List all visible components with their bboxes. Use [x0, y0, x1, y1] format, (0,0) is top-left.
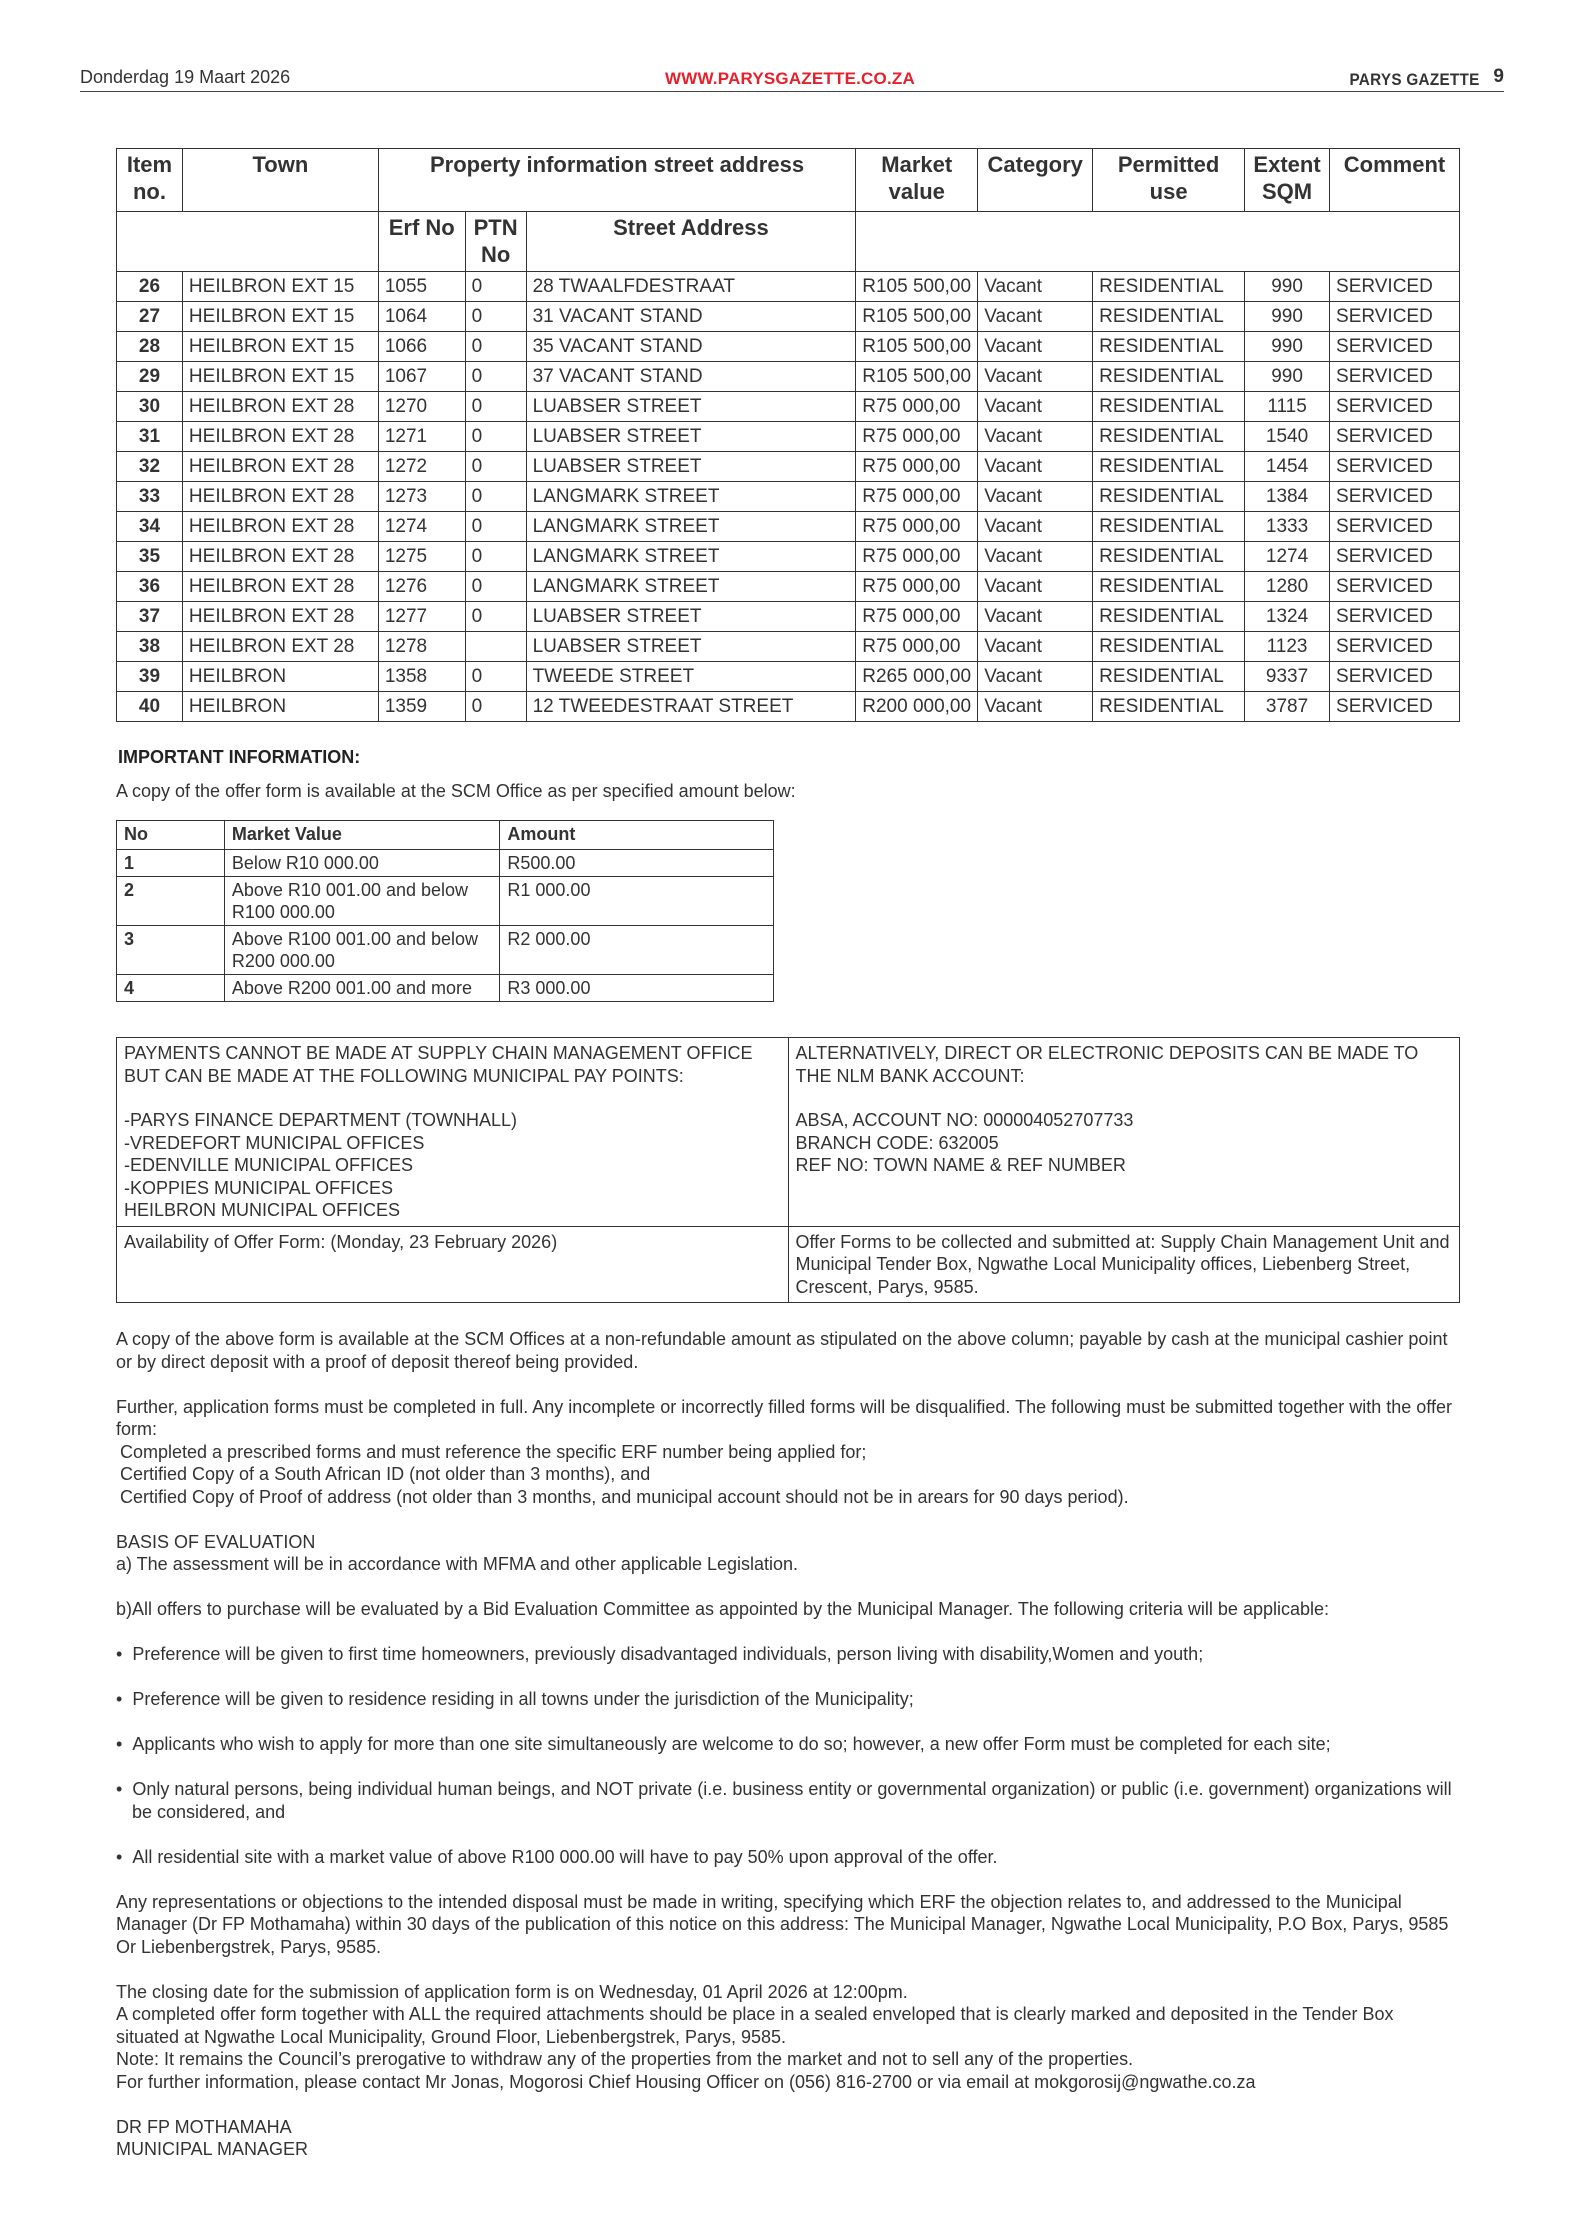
table-row	[117, 302, 1460, 332]
offer-form-copy-line: A copy of the offer form is available at the SCM Office as per specified amount below:	[116, 781, 796, 801]
fee-cell-no: 1	[117, 850, 225, 877]
cell-category: Vacant	[978, 452, 1093, 482]
bank-details	[796, 1109, 1453, 1177]
cell-extent: 1115	[1245, 392, 1330, 422]
cell-comment: SERVICED	[1330, 482, 1460, 512]
bank-account-intro: ALTERNATIVELY, DIRECT OR ELECTRONIC DEPOSITS CAN BE MADE TO THE NLM BANK ACCOUNT:	[795, 1043, 1419, 1086]
cell-comment: SERVICED	[1330, 362, 1460, 392]
cell-town: HEILBRON	[182, 692, 378, 722]
table-row	[117, 692, 1460, 722]
cell-market-value: R200 000,00	[856, 692, 978, 722]
criteria-text: Applicants who wish to apply for more than one site simultaneously are welcome to do so; however, a new offer Form must be completed for each site;	[132, 1734, 1331, 1754]
cell-permitted-use: RESIDENTIAL	[1093, 512, 1245, 542]
cell-permitted-use: RESIDENTIAL	[1093, 542, 1245, 572]
subhead-blank	[117, 212, 379, 272]
criteria-text: Preference will be given to first time homeowners, previously disadvantaged individuals, person living with disability,Women and youth;	[132, 1644, 1204, 1664]
cell-permitted-use: RESIDENTIAL	[1093, 572, 1245, 602]
cell-market-value: R75 000,00	[856, 422, 978, 452]
cell-comment: SERVICED	[1330, 272, 1460, 302]
cell-town: HEILBRON EXT 28	[182, 632, 378, 662]
cell-ptn-no: 0	[465, 272, 526, 302]
cell-permitted-use: RESIDENTIAL	[1093, 452, 1245, 482]
basis-b: b)All offers to purchase will be evaluated by a Bid Evaluation Committee as appointed by the Municipal Manager. The following criteria will be applicable:	[116, 1599, 1330, 1619]
criteria-list	[116, 1621, 1460, 1869]
col-category: Category	[978, 149, 1093, 212]
bullet-icon: •	[116, 1644, 133, 1664]
cell-market-value: R105 500,00	[856, 302, 978, 332]
cell-permitted-use: RESIDENTIAL	[1093, 302, 1245, 332]
cell-category: Vacant	[978, 572, 1093, 602]
subhead-blank-right	[856, 212, 1460, 272]
cell-category: Vacant	[978, 302, 1093, 332]
col-erf-no: Erf No	[378, 212, 465, 272]
payment-table	[116, 1037, 1460, 1303]
cell-item-no: 40	[117, 692, 183, 722]
paragraph-requirements: Further, application forms must be completed in full. Any incomplete or incorrectly filled forms will be disqualified. The following must be submitted together with the offer form:	[116, 1396, 1452, 1439]
cell-extent: 1454	[1245, 452, 1330, 482]
cell-permitted-use: RESIDENTIAL	[1093, 392, 1245, 422]
table-row	[117, 272, 1460, 302]
cell-comment: SERVICED	[1330, 392, 1460, 422]
requirement-item: Certified Copy of Proof of address (not older than 3 months, and municipal account should not be in arears for 90 days period).	[120, 1486, 1129, 1507]
important-heading: IMPORTANT INFORMATION:	[118, 747, 361, 767]
cell-extent: 990	[1245, 272, 1330, 302]
cell-town: HEILBRON EXT 15	[182, 362, 378, 392]
cell-market-value: R75 000,00	[856, 392, 978, 422]
notice-body	[116, 1328, 1460, 2161]
col-property-info: Property information street address	[378, 149, 855, 212]
cell-ptn-no: 0	[465, 602, 526, 632]
pay-point-item: -PARYS FINANCE DEPARTMENT (TOWNHALL)	[124, 1110, 518, 1130]
cell-extent: 9337	[1245, 662, 1330, 692]
cell-street-address: 37 VACANT STAND	[526, 362, 856, 392]
cell-erf-no: 1067	[378, 362, 465, 392]
table-row	[117, 512, 1460, 542]
paragraph-contact: For further information, please contact Mr Jonas, Mogorosi Chief Housing Officer on (056) 816-2700 or via email at mokgorosij@ngwathe.co.za	[116, 2071, 1256, 2092]
cell-ptn-no: 0	[465, 392, 526, 422]
bullet-icon: •	[116, 1779, 133, 1799]
cell-market-value: R75 000,00	[856, 632, 978, 662]
cell-comment: SERVICED	[1330, 452, 1460, 482]
cell-extent: 1333	[1245, 512, 1330, 542]
table-row	[117, 482, 1460, 512]
cell-erf-no: 1064	[378, 302, 465, 332]
cell-market-value: R75 000,00	[856, 602, 978, 632]
cell-street-address: LUABSER STREET	[526, 422, 856, 452]
fee-cell-amount: R2 000.00	[500, 926, 774, 975]
cell-item-no: 36	[117, 572, 183, 602]
criteria-text: Preference will be given to residence residing in all towns under the jurisdiction of the Municipality;	[132, 1689, 914, 1709]
bank-detail-line: ABSA, ACCOUNT NO: 000004052707733	[795, 1110, 1134, 1130]
fee-col-no: No	[117, 821, 225, 850]
cell-street-address: 12 TWEEDESTRAAT STREET	[526, 692, 856, 722]
cell-comment: SERVICED	[1330, 422, 1460, 452]
cell-ptn-no: 0	[465, 572, 526, 602]
cell-town: HEILBRON EXT 28	[182, 452, 378, 482]
masthead	[80, 62, 1504, 92]
cell-street-address: LUABSER STREET	[526, 632, 856, 662]
cell-town: HEILBRON EXT 28	[182, 422, 378, 452]
cell-permitted-use: RESIDENTIAL	[1093, 332, 1245, 362]
cell-category: Vacant	[978, 332, 1093, 362]
col-comment: Comment	[1330, 149, 1460, 212]
pay-point-item: -EDENVILLE MUNICIPAL OFFICES	[124, 1155, 414, 1175]
bank-detail-line: BRANCH CODE: 632005	[795, 1132, 999, 1153]
cell-category: Vacant	[978, 692, 1093, 722]
cell-street-address: 31 VACANT STAND	[526, 302, 856, 332]
signatory-name: DR FP MOTHAMAHA	[116, 2116, 292, 2137]
fee-cell-market-value: Above R200 001.00 and more	[224, 975, 500, 1002]
cell-street-address: LUABSER STREET	[526, 452, 856, 482]
criteria-item	[116, 1688, 1460, 1711]
cell-comment: SERVICED	[1330, 692, 1460, 722]
cell-extent: 1324	[1245, 602, 1330, 632]
col-permitted-use: Permitted use	[1093, 149, 1245, 212]
cell-item-no: 33	[117, 482, 183, 512]
cell-permitted-use: RESIDENTIAL	[1093, 632, 1245, 662]
table-row	[117, 422, 1460, 452]
cell-market-value: R75 000,00	[856, 542, 978, 572]
cell-category: Vacant	[978, 632, 1093, 662]
cell-category: Vacant	[978, 482, 1093, 512]
cell-comment: SERVICED	[1330, 512, 1460, 542]
cell-erf-no: 1275	[378, 542, 465, 572]
cell-extent: 1123	[1245, 632, 1330, 662]
fee-row	[117, 975, 774, 1002]
cell-street-address: LUABSER STREET	[526, 392, 856, 422]
cell-erf-no: 1273	[378, 482, 465, 512]
cell-extent: 1280	[1245, 572, 1330, 602]
cell-ptn-no: 0	[465, 452, 526, 482]
cell-comment: SERVICED	[1330, 662, 1460, 692]
fee-cell-no: 4	[117, 975, 225, 1002]
cell-town: HEILBRON EXT 28	[182, 572, 378, 602]
cell-permitted-use: RESIDENTIAL	[1093, 692, 1245, 722]
cell-erf-no: 1277	[378, 602, 465, 632]
cell-street-address: LANGMARK STREET	[526, 542, 856, 572]
cell-street-address: 35 VACANT STAND	[526, 332, 856, 362]
paragraph-closing-date: The closing date for the submission of application form is on Wednesday, 01 April 2026 at 12:00pm.	[116, 1981, 908, 2002]
cell-erf-no: 1278	[378, 632, 465, 662]
page-number: 9	[1493, 66, 1504, 87]
cell-ptn-no: 0	[465, 422, 526, 452]
availability-cell: Availability of Offer Form: (Monday, 23 February 2026)	[117, 1226, 789, 1303]
signatory-title: MUNICIPAL MANAGER	[116, 2139, 309, 2159]
cell-category: Vacant	[978, 272, 1093, 302]
cell-item-no: 29	[117, 362, 183, 392]
issue-date: Donderdag 19 Maart 2026	[80, 67, 291, 87]
cell-town: HEILBRON	[182, 662, 378, 692]
cell-market-value: R75 000,00	[856, 452, 978, 482]
cell-item-no: 37	[117, 602, 183, 632]
cell-item-no: 30	[117, 392, 183, 422]
cell-town: HEILBRON EXT 28	[182, 602, 378, 632]
paragraph-note: Note: It remains the Council’s prerogative to withdraw any of the properties from the market and not to sell any of the properties.	[116, 2049, 1134, 2069]
newspaper-name: PARYS GAZETTE	[1349, 70, 1480, 89]
cell-item-no: 28	[117, 332, 183, 362]
pay-points-list	[124, 1109, 781, 1222]
fee-cell-market-value: Above R10 001.00 and below R100 000.00	[224, 877, 500, 926]
cell-permitted-use: RESIDENTIAL	[1093, 272, 1245, 302]
requirements-list	[116, 1441, 1460, 1509]
fee-cell-market-value: Above R100 001.00 and below R200 000.00	[224, 926, 500, 975]
fee-col-amount: Amount	[500, 821, 774, 850]
pay-point-item: HEILBRON MUNICIPAL OFFICES	[124, 1200, 401, 1220]
cell-ptn-no: 0	[465, 362, 526, 392]
cell-item-no: 26	[117, 272, 183, 302]
cell-ptn-no	[465, 632, 526, 662]
cell-category: Vacant	[978, 392, 1093, 422]
table-row	[117, 452, 1460, 482]
criteria-item	[116, 1778, 1460, 1823]
website-link[interactable]: WWW.PARYSGAZETTE.CO.ZA	[665, 69, 915, 88]
paragraph-objections: Any representations or objections to the intended disposal must be made in writing, specifying which ERF the objection relates to, and addressed to the Municipal Manager (Dr FP Mothamaha) within 30 days of the publication of this notice on this address: The Municipal Manager, Ngwathe Local Municipality, P.O Box, Parys, 9585 Or Liebenbergstrek, Parys, 9585.	[116, 1891, 1449, 1957]
table-row	[117, 572, 1460, 602]
cell-comment: SERVICED	[1330, 302, 1460, 332]
col-item-no: Item no.	[117, 149, 183, 212]
cell-item-no: 35	[117, 542, 183, 572]
cell-erf-no: 1271	[378, 422, 465, 452]
cell-extent: 3787	[1245, 692, 1330, 722]
cell-comment: SERVICED	[1330, 332, 1460, 362]
cell-extent: 990	[1245, 362, 1330, 392]
cell-category: Vacant	[978, 422, 1093, 452]
fee-cell-amount: R1 000.00	[500, 877, 774, 926]
cell-item-no: 32	[117, 452, 183, 482]
cell-erf-no: 1055	[378, 272, 465, 302]
bullet-icon: •	[116, 1734, 133, 1754]
fee-table	[116, 820, 774, 1002]
cell-extent: 1384	[1245, 482, 1330, 512]
pay-points-cell	[117, 1038, 789, 1227]
cell-town: HEILBRON EXT 15	[182, 272, 378, 302]
cell-comment: SERVICED	[1330, 632, 1460, 662]
cell-erf-no: 1276	[378, 572, 465, 602]
cell-extent: 990	[1245, 302, 1330, 332]
cell-market-value: R75 000,00	[856, 482, 978, 512]
col-street-address: Street Address	[526, 212, 856, 272]
cell-market-value: R265 000,00	[856, 662, 978, 692]
cell-erf-no: 1270	[378, 392, 465, 422]
fee-row	[117, 850, 774, 877]
fee-cell-market-value: Below R10 000.00	[224, 850, 500, 877]
cell-item-no: 27	[117, 302, 183, 332]
cell-street-address: LUABSER STREET	[526, 602, 856, 632]
basis-a: a) The assessment will be in accordance with MFMA and other applicable Legislation.	[116, 1554, 799, 1574]
cell-ptn-no: 0	[465, 512, 526, 542]
cell-category: Vacant	[978, 602, 1093, 632]
bullet-icon: •	[116, 1846, 133, 1867]
fee-col-market-value: Market Value	[224, 821, 500, 850]
cell-permitted-use: RESIDENTIAL	[1093, 662, 1245, 692]
col-extent: Extent SQM	[1245, 149, 1330, 212]
criteria-text: Only natural persons, being individual human beings, and NOT private (i.e. business entity or governmental organization) or public (i.e. government) organizations will be considered, and	[132, 1779, 1452, 1822]
pay-point-item: -VREDEFORT MUNICIPAL OFFICES	[124, 1132, 425, 1153]
paragraph-form-copy: A copy of the above form is available at the SCM Offices at a non-refundable amount as stipulated on the above column; payable by cash at the municipal cashier point or by direct deposit with a proof of deposit thereof being provided.	[116, 1329, 1448, 1372]
criteria-item	[116, 1733, 1460, 1756]
cell-category: Vacant	[978, 362, 1093, 392]
fee-cell-amount: R500.00	[500, 850, 774, 877]
cell-permitted-use: RESIDENTIAL	[1093, 362, 1245, 392]
cell-ptn-no: 0	[465, 302, 526, 332]
table-row	[117, 632, 1460, 662]
cell-market-value: R105 500,00	[856, 362, 978, 392]
criteria-text: All residential site with a market value of above R100 000.00 will have to pay 50% upon approval of the offer.	[132, 1846, 998, 1867]
table-row	[117, 332, 1460, 362]
cell-comment: SERVICED	[1330, 542, 1460, 572]
bank-detail-line: REF NO: TOWN NAME & REF NUMBER	[795, 1155, 1126, 1175]
fee-cell-amount: R3 000.00	[500, 975, 774, 1002]
cell-erf-no: 1272	[378, 452, 465, 482]
cell-comment: SERVICED	[1330, 602, 1460, 632]
cell-street-address: TWEEDE STREET	[526, 662, 856, 692]
cell-town: HEILBRON EXT 15	[182, 302, 378, 332]
paragraph-submission: A completed offer form together with ALL the required attachments should be place in a sealed enveloped that is clearly marked and deposited in the Tender Box situated at Ngwathe Local Municipality, Ground Floor, Liebenbergstrek, Parys, 9585.	[116, 2004, 1394, 2047]
cell-market-value: R105 500,00	[856, 272, 978, 302]
cell-comment: SERVICED	[1330, 572, 1460, 602]
cell-street-address: LANGMARK STREET	[526, 572, 856, 602]
pay-points-intro: PAYMENTS CANNOT BE MADE AT SUPPLY CHAIN MANAGEMENT OFFICE BUT CAN BE MADE AT THE FOLLOWING MUNICIPAL PAY POINTS:	[124, 1043, 753, 1086]
cell-market-value: R75 000,00	[856, 512, 978, 542]
property-table	[116, 148, 1460, 722]
cell-street-address: 28 TWAALFDESTRAAT	[526, 272, 856, 302]
cell-category: Vacant	[978, 662, 1093, 692]
col-ptn-no: PTN No	[465, 212, 526, 272]
table-row	[117, 542, 1460, 572]
fee-row	[117, 877, 774, 926]
cell-town: HEILBRON EXT 28	[182, 542, 378, 572]
cell-item-no: 34	[117, 512, 183, 542]
cell-ptn-no: 0	[465, 662, 526, 692]
pay-point-item: -KOPPIES MUNICIPAL OFFICES	[124, 1177, 394, 1198]
cell-town: HEILBRON EXT 28	[182, 392, 378, 422]
cell-item-no: 38	[117, 632, 183, 662]
cell-erf-no: 1358	[378, 662, 465, 692]
cell-ptn-no: 0	[465, 482, 526, 512]
bullet-icon: •	[116, 1689, 133, 1709]
cell-extent: 1274	[1245, 542, 1330, 572]
cell-street-address: LANGMARK STREET	[526, 482, 856, 512]
cell-ptn-no: 0	[465, 542, 526, 572]
table-row	[117, 602, 1460, 632]
cell-town: HEILBRON EXT 28	[182, 512, 378, 542]
basis-heading: BASIS OF EVALUATION	[116, 1531, 316, 1552]
table-row	[117, 662, 1460, 692]
bank-account-cell	[788, 1038, 1460, 1227]
cell-extent: 990	[1245, 332, 1330, 362]
cell-erf-no: 1066	[378, 332, 465, 362]
cell-town: HEILBRON EXT 28	[182, 482, 378, 512]
requirement-item: Completed a prescribed forms and must reference the specific ERF number being applied for;	[120, 1441, 867, 1462]
criteria-item	[116, 1643, 1460, 1666]
cell-ptn-no: 0	[465, 332, 526, 362]
fee-row	[117, 926, 774, 975]
fee-cell-no: 2	[117, 877, 225, 926]
cell-extent: 1540	[1245, 422, 1330, 452]
cell-permitted-use: RESIDENTIAL	[1093, 482, 1245, 512]
cell-town: HEILBRON EXT 15	[182, 332, 378, 362]
cell-category: Vacant	[978, 542, 1093, 572]
criteria-item	[116, 1846, 1460, 1869]
cell-permitted-use: RESIDENTIAL	[1093, 422, 1245, 452]
cell-item-no: 31	[117, 422, 183, 452]
requirement-item: Certified Copy of a South African ID (not older than 3 months), and	[120, 1464, 651, 1484]
fee-cell-no: 3	[117, 926, 225, 975]
collection-cell: Offer Forms to be collected and submitted at: Supply Chain Management Unit and Municipal Tender Box, Ngwathe Local Municipality offices, Liebenberg Street, Crescent, Parys, 9585.	[788, 1226, 1460, 1303]
table-row	[117, 392, 1460, 422]
cell-ptn-no: 0	[465, 692, 526, 722]
col-market-value: Market value	[856, 149, 978, 212]
col-town: Town	[182, 149, 378, 212]
cell-category: Vacant	[978, 512, 1093, 542]
cell-item-no: 39	[117, 662, 183, 692]
cell-market-value: R105 500,00	[856, 332, 978, 362]
cell-permitted-use: RESIDENTIAL	[1093, 602, 1245, 632]
cell-erf-no: 1274	[378, 512, 465, 542]
cell-street-address: LANGMARK STREET	[526, 512, 856, 542]
cell-erf-no: 1359	[378, 692, 465, 722]
cell-market-value: R75 000,00	[856, 572, 978, 602]
table-row	[117, 362, 1460, 392]
